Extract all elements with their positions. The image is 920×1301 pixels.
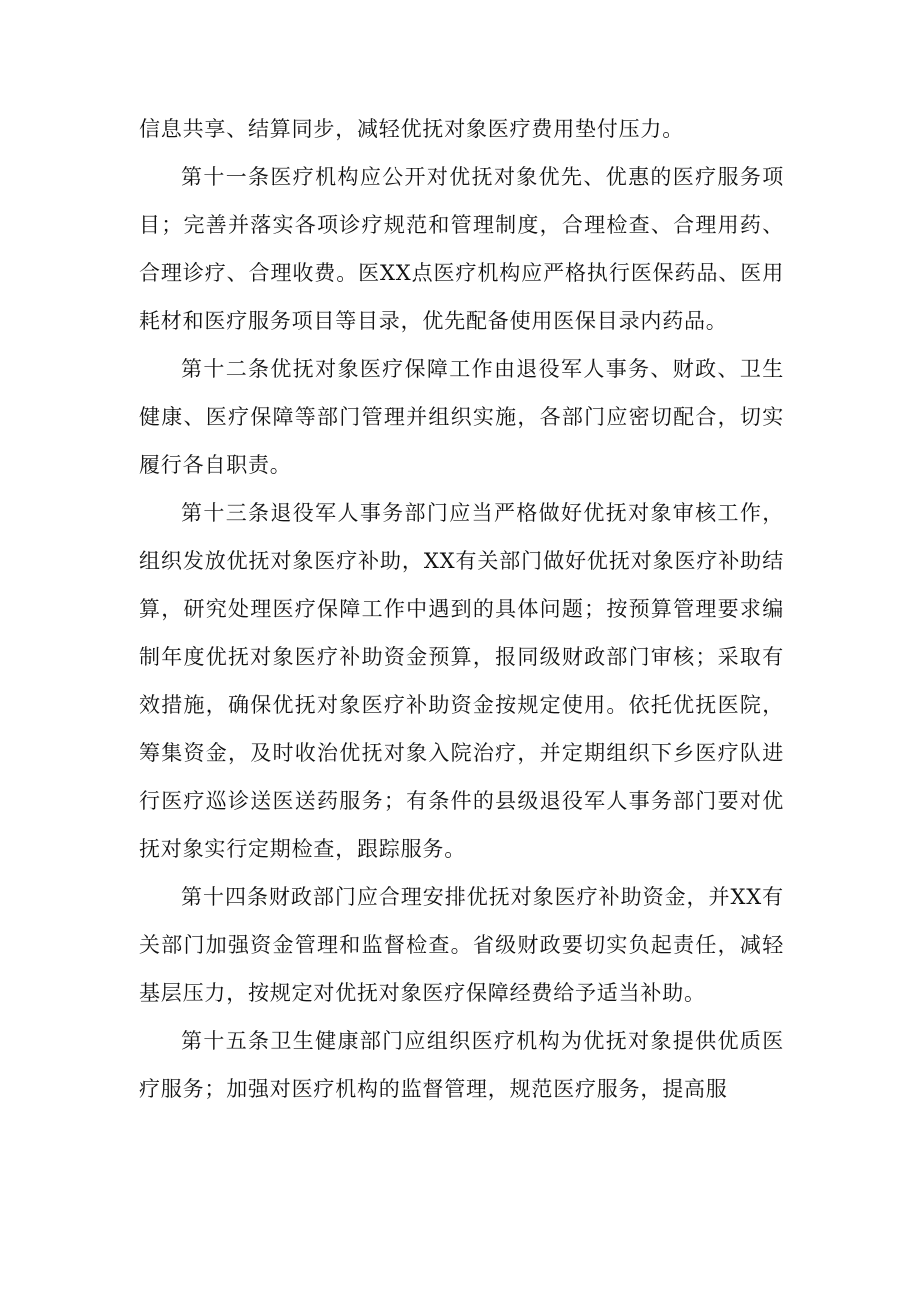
- paragraph-article-15: 第十五条卫生健康部门应组织医疗机构为优抚对象提供优质医疗服务；加强对医疗机构的监督管理，规范医疗服务，提高服: [139, 1029, 784, 1101]
- paragraph-continuation: 信息共享、结算同步，减轻优抚对象医疗费用垫付压力。: [139, 117, 684, 141]
- document-body: [139, 105, 784, 1113]
- paragraph-article-14: 第十四条财政部门应合理安排优抚对象医疗补助资金，并XX有关部门加强资金管理和监督检查。省级财政要切实负起责任，减轻基层压力，按规定对优抚对象医疗保障经费给予适当补助。: [139, 885, 784, 1005]
- paragraph-article-11: 第十一条医疗机构应公开对优抚对象优先、优惠的医疗服务项目；完善并落实各项诊疗规范和管理制度，合理检查、合理用药、合理诊疗、合理收费。医XX点医疗机构应严格执行医保药品、医用耗材和医疗服务项目等目录，优先配备使用医保目录内药品。: [139, 165, 784, 333]
- paragraph-article-12: 第十二条优抚对象医疗保障工作由退役军人事务、财政、卫生健康、医疗保障等部门管理并组织实施，各部门应密切配合，切实履行各自职责。: [139, 357, 784, 477]
- paragraph-article-13: 第十三条退役军人事务部门应当严格做好优抚对象审核工作，组织发放优抚对象医疗补助，XX有关部门做好优抚对象医疗补助结算，研究处理医疗保障工作中遇到的具体问题；按预算管理要求编制年度优抚对象医疗补助资金预算，报同级财政部门审核；采取有效措施，确保优抚对象医疗补助资金按规定使用。依托优抚医院，筹集资金，及时收治优抚对象入院治疗，并定期组织下乡医疗队进行医疗巡诊送医送药服务；有条件的县级退役军人事务部门要对优抚对象实行定期检查，跟踪服务。: [139, 501, 784, 861]
